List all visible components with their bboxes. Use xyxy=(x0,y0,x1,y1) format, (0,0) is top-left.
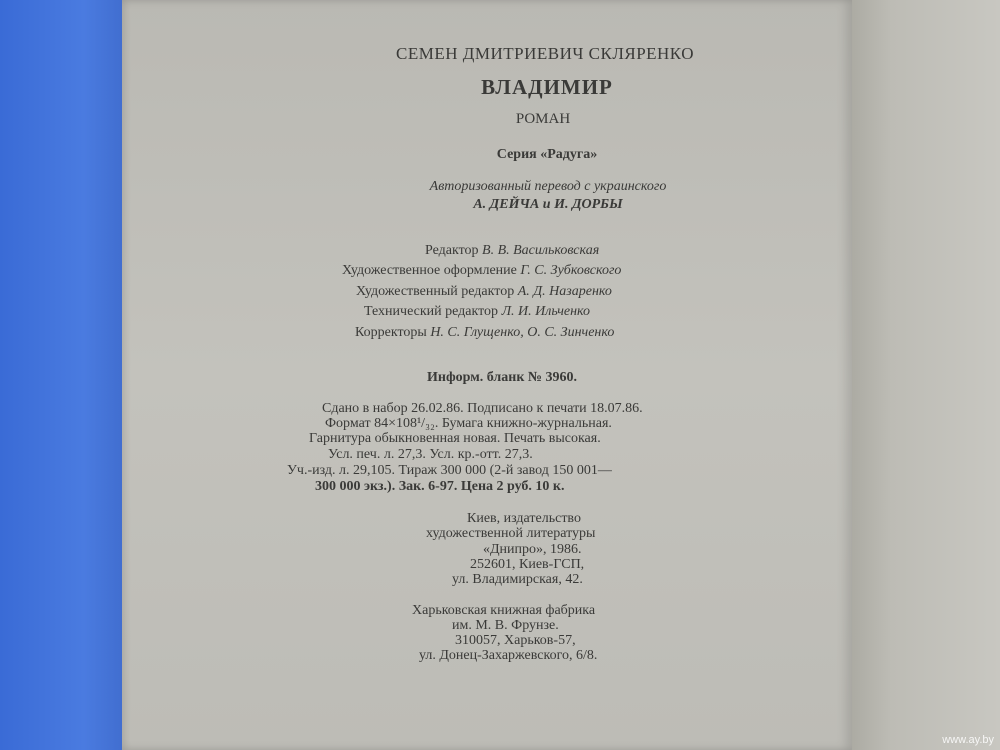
credit-art-editor xyxy=(356,285,612,299)
translation-note: Авторизованный перевод с украинского xyxy=(429,179,667,194)
printer-line: им. М. В. Фрунзе. xyxy=(452,618,559,633)
credit-tech-editor xyxy=(364,305,590,319)
publisher-line: ул. Владимирская, 42. xyxy=(452,572,583,587)
blue-cloth-background xyxy=(0,0,140,750)
credit-person: А. Д. Назаренко xyxy=(517,284,612,299)
credit-role: Редактор xyxy=(425,243,479,258)
translators: А. ДЕЙЧА и И. ДОРБЫ xyxy=(473,197,623,212)
credit-role: Художественный редактор xyxy=(356,284,515,299)
credit-proofreaders xyxy=(355,326,614,340)
book-page xyxy=(122,0,852,750)
credit-role: Художественное оформление xyxy=(342,263,517,278)
book-title: ВЛАДИМИР xyxy=(481,75,613,99)
publisher-line: художественной литературы xyxy=(426,526,596,541)
site-watermark: www.ay.by xyxy=(942,734,994,746)
credit-art-design xyxy=(342,264,621,278)
next-page-edge xyxy=(845,0,1000,750)
imprint-line: Уч.-изд. л. 29,105. Тираж 300 000 (2-й завод 150 001— xyxy=(287,463,612,478)
imprint-line: Усл. печ. л. 27,3. Усл. кр.-отт. 27,3. xyxy=(328,447,533,462)
credit-role: Корректоры xyxy=(355,325,427,340)
author-name: СЕМЕН ДМИТРИЕВИЧ СКЛЯРЕНКО xyxy=(395,44,695,63)
credit-person: В. В. Васильковская xyxy=(482,243,600,258)
printer-line: 310057, Харьков-57, xyxy=(455,633,576,648)
credit-person: Г. С. Зубковского xyxy=(520,263,622,278)
printer-line: ул. Донец-Захаржевского, 6/8. xyxy=(419,648,598,663)
imprint-line: Гарнитура обыкновенная новая. Печать высокая. xyxy=(309,431,601,446)
imprint-line: Формат 84×108¹/₃₂. Бумага книжно-журнальная. xyxy=(325,416,612,431)
printer-line: Харьковская книжная фабрика xyxy=(412,603,596,618)
publisher-line: Киев, издательство xyxy=(467,511,581,526)
credit-role: Технический редактор xyxy=(364,304,499,319)
imprint-line: Сдано в набор 26.02.86. Подписано к печати 18.07.86. xyxy=(322,401,643,416)
publisher-line: 252601, Киев-ГСП, xyxy=(470,557,585,572)
publisher-line: «Днипро», 1986. xyxy=(483,542,582,557)
imprint-line: 300 000 экз.). Зак. 6-97. Цена 2 руб. 10 к. xyxy=(315,479,565,494)
series-label: Серия «Радуга» xyxy=(496,147,598,162)
genre-label: РОМАН xyxy=(515,111,571,127)
credit-editor xyxy=(425,244,599,258)
credit-person: Л. И. Ильченко xyxy=(501,304,591,319)
inform-blank: Информ. бланк № 3960. xyxy=(427,370,577,385)
credit-person: Н. С. Глущенко, О. С. Зинченко xyxy=(430,325,615,340)
